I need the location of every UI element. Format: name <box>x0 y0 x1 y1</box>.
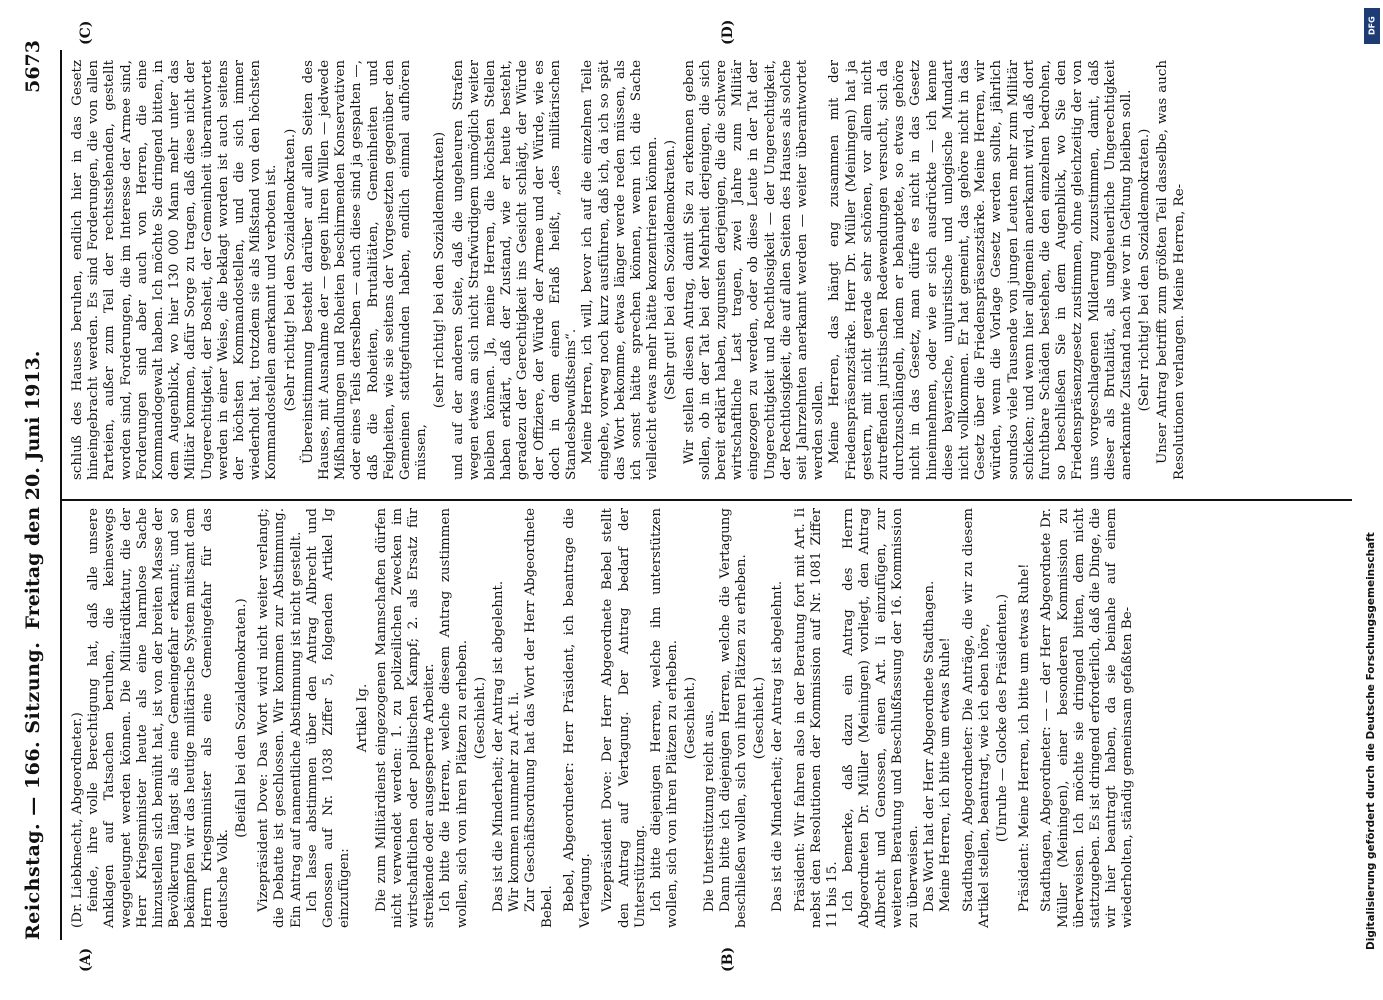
paragraph: (Geschieht.) <box>752 676 768 760</box>
paragraph: Wir stellen diesen Antrag, damit Sie zu erkennen geben sollen, ob in der Tat bei der Mehrheit derjenigen, die sich bereit erklärt haben, zugunsten derjenigen, die die schwere wirtschaftliche Last tragen, zwei Jahre zum Militär eingezogen zu werden, oder ob diese Leute in der Tat der Ungerechtigkeit und Rechtlosigkeit — der Ungerechtigkeit, der Rechtlosigkeit, die auf allen Seiten des Hauses als solche seit Jahrzehnten anerkannt werden — weiter überantwortet werden sollen. <box>681 60 827 480</box>
paragraph: Ich bitte die Herren, welche diesem Antrag zustimmen wollen, sich von ihren Plätzen zu erheben. <box>438 508 470 928</box>
paragraph: Zur Geschäftsordnung hat das Wort der Herr Abgeordnete Bebel. <box>523 508 555 928</box>
header-left: Reichstag. — 166. Sitzung. <box>22 641 44 940</box>
paragraph: und auf der anderen Seite, daß die ungeheuren Strafen wegen etwas an sich nicht Strafwürdigem unmöglich weiter bleiben können. Ja, meine Herren, die höchsten Stellen haben erklärt, daß der Zustand, wie er heute besteht, geradezu der Gerechtigkeit ins Gesicht schlägt, der Würde der Offiziere, der Würde der Armee und der Würde, wie es doch in dem einen Erlaß heißt, „des militärischen Standesbewußtseins“. <box>450 60 580 480</box>
paragraph: Meine Herren, ich will, bevor ich auf die einzelnen Teile eingehe, vorweg noch kurz ausführen, daß ich, da ich so spät das Wort bekomme, etwas länger werde reden müssen, als ich sonst hätte sprechen können, wenn ich die Sache vielleicht etwas mehr hätte konzentrieren können. <box>580 60 661 480</box>
digitization-credit: Digitalisierung gefördert durch die Deutsche Forschungsgemeinschaft <box>1365 532 1377 950</box>
paragraph: Meine Herren, das hängt eng zusammen mit der Friedenspräsenzstärke. Herr Dr. Müller (Meiningen) hat ja gestern, mit nicht gerade sehr schönen, vor allem nicht zutreffenden juristischen Redewendungen versucht, sich da durchzuschlängeln, indem er behauptete, so etwas gehöre nicht in das Gesetz, man dürfe es nicht in das Gesetz hineinnehmen, oder wie er sich ausdrückte — ich kenne diese bayerische, unjuristische und unlogische Mundart nicht vollkommen. Er hat gemeint, das gehöre nicht in das Gesetz über die Friedenspräsenzstärke. Meine Herren, wir würden, wenn die Vorlage Gesetz werden sollte, jährlich soundso viele Tausende von jungen Leuten mehr zum Militär schicken; und wenn hier allgemein anerkannt wird, daß dort furchtbare Schäden bestehen, die den einzelnen bedrohen, so beschließen Sie in dem Augenblick, wo Sie den Friedenspräsenzgesetz zustimmen, ohne gleichzeitig der von uns vorgeschlagenen Milderung zuzustimmen, damit, daß dieser als Brutalität, als ungeheuerliche Ungerechtigkeit anerkannte Zustand nach wie vor in Geltung bleiben soll. <box>827 60 1134 480</box>
paragraph: Stadthagen, Abgeordneter: — — der Herr Abgeordnete Dr. Müller (Meiningen), einer besonderen Kommission zu überweisen. Ich möchte sie dringend bitten, dem nicht stattzugeben. Es ist dringend erforderlich, daß die Dinge, die wir hier beantragt haben, da sie beinahe auf einem wiederholten, ständig gemeinsam gefaßten Be- <box>1039 508 1136 928</box>
paragraph: (sehr richtig! bei den Sozialdemokraten) <box>432 131 448 409</box>
margin-marker-a: (A) <box>78 947 94 972</box>
paragraph: Bebel, Abgeordneter: Herr Präsident, ich beantrage die Vertagung. <box>561 508 594 928</box>
paragraph: Wir kommen nunmehr zu Art. Ii. <box>507 691 523 912</box>
paragraph: (Geschieht.) <box>472 676 488 760</box>
digitization-credit-strip <box>1361 0 1383 1000</box>
paragraph: Stadthagen, Abgeordneter: Die Anträge, die wir zu diesem Artikel stellen, beantragt, wie ich eben höre, <box>960 508 992 928</box>
paragraph: (Beifall bei den Sozialdemokraten.) <box>234 598 250 838</box>
paragraph: Dann bitte ich diejenigen Herren, welche die Vertagung beschließen wollen, sich von ihren Plätzen zu erheben. <box>717 508 749 928</box>
margin-marker-d: (D) <box>720 19 736 45</box>
paragraph: Übereinstimmung besteht darüber auf allen Seiten des Hauses, mit Ausnahme der — gegen ihren Willen — jedwede Mißhandlungen und Roheiten beschirmenden Konservativen oder eines Teils derselben — auch diese sind ja gespalten —, daß die Roheiten, Brutalitäten, Gemeinheiten und Feigheiten, wie sie seitens der Vorgesetzten gegenüber den Gemeinen stattgefunden haben, endlich einmal aufhören müssen, <box>300 60 430 480</box>
paragraph: Ich bitte diejenigen Herren, welche ihn unterstützen wollen, sich von ihren Plätzen zu erheben. <box>648 508 681 928</box>
dfg-logo: DFG <box>1364 8 1380 44</box>
paragraph: Das ist die Minderheit; der Antrag ist abgelehnt. <box>770 580 786 912</box>
margin-marker-b: (B) <box>720 946 736 972</box>
page-header <box>22 40 62 940</box>
paragraph: Vizepräsident Dove: Der Herr Abgeordnete Bebel stellt den Antrag auf Vertagung. Der Antrag bedarf der Unterstützung. <box>600 508 648 928</box>
paragraph: (Sehr richtig! bei den Sozialdemokraten.) <box>1137 128 1153 412</box>
paragraph: feinde, ihre volle Berechtigung hat, daß alle unsere Anklagen auf Tatsachen beruhen, die keineswegs weggeleugnet werden können. Die Militärdiktatur, die der Herr Kriegsminister heute als eine harmlose Sache hinzustellen sich bemüht hat, ist von der breiten Masse der Bevölkerung längst als eine Gemeingefahr erkannt; und so bekämpfen wir das heutige militärische System mitsamt dem Herrn Kriegsminister als eine Gemeingefahr für das deutsche Volk. <box>86 508 231 928</box>
paragraph: Die Unterstützung reicht aus. <box>701 709 717 912</box>
paragraph: Vizepräsident Dove: Das Wort wird nicht weiter verlangt; die Debatte ist geschlossen. Wir kommen zur Abstimmung. Ein Antrag auf namentliche Abstimmung ist nicht gestellt. <box>256 508 304 928</box>
paragraph: Präsident: Meine Herren, ich bitte um etwas Ruhe! <box>1017 563 1033 912</box>
header-rule <box>60 50 62 940</box>
left-column <box>70 508 1137 928</box>
paragraph: Ich bemerke, daß dazu ein Antrag des Herrn Abgeordneten Dr. Müller (Meiningen) vorliegt, den Antrag Albrecht und Genossen, einen Art. Ii einzufügen, zur weiteren Beratung und Beschlußfassung der 16. Kommission zu überweisen. <box>841 508 921 928</box>
paragraph: Artikel Ig. <box>355 683 371 753</box>
column-divider <box>62 499 1352 501</box>
paragraph: (Dr. Liebknecht, Abgeordneter.) <box>70 712 85 928</box>
paragraph: (Sehr richtig! bei den Sozialdemokraten.) <box>282 128 298 412</box>
header-date: Freitag den 20. Juni 1913. <box>22 350 44 630</box>
paragraph: schluß des Hauses beruhen, endlich hier in das Gesetz hineingebracht werden. Es sind Forderungen, die von allen Parteien, außer zum Teil der rechtsstehenden, gestellt worden sind, Forderungen, die im Interesse der Armee sind, Forderungen sind aber auch von Herren, die eine Kommandogewalt haben. Ich möchte Sie dringend bitten, in dem Augenblick, wo hier 130 000 Mann mehr unter das Militär kommen, dafür Sorge zu tragen, daß diese nicht der Ungerechtigkeit, der Bosheit, der Gemeinheit überantwortet werden in einer Weise, die beklagt worden ist auch seitens der höchsten Kommandostellen, und die sich immer wiederholt hat, trotzdem sie als Mißstand von den höchsten Kommandostellen anerkannt und verboten ist. <box>70 60 280 480</box>
paragraph: (Unruhe — Glocke des Präsidenten.) <box>994 593 1010 843</box>
paragraph: Unser Antrag betrifft zum größten Teil dasselbe, was auch Resolutionen verlangen. Meine Herren, Re- <box>1155 60 1187 480</box>
paragraph: Das Wort hat der Herr Abgeordnete Stadthagen. <box>922 580 938 912</box>
right-column <box>70 60 1188 480</box>
page-number: 5673 <box>22 40 44 93</box>
paragraph: (Sehr gut! bei den Sozialdemokraten.) <box>663 139 679 401</box>
paragraph: Meine Herren, ich bitte um etwas Ruhe! <box>938 637 954 912</box>
paragraph: Präsident: Wir fahren also in der Beratung fort mit Art. Ii nebst den Resolutionen der Kommission auf Nr. 1081 Ziffer 11 bis 15. <box>792 508 840 928</box>
paragraph: Die zum Militärdienst eingezogenen Mannschaften dürfen nicht verwendet werden: 1. zu polizeilichen Zwecken im wirtschaftlichen oder politischen Kampf; 2. als Ersatz für streikende oder ausgesperrte Arbeiter. <box>373 508 438 928</box>
paragraph: Ich lasse abstimmen über den Antrag Albrecht und Genossen auf Nr. 1038 Ziffer 5, folgenden Artikel Ig einzufügen: <box>304 508 353 928</box>
paragraph: (Geschieht.) <box>683 676 699 760</box>
margin-marker-c: (C) <box>78 20 94 45</box>
paragraph: Das ist die Minderheit; der Antrag ist abgelehnt. <box>491 580 507 912</box>
